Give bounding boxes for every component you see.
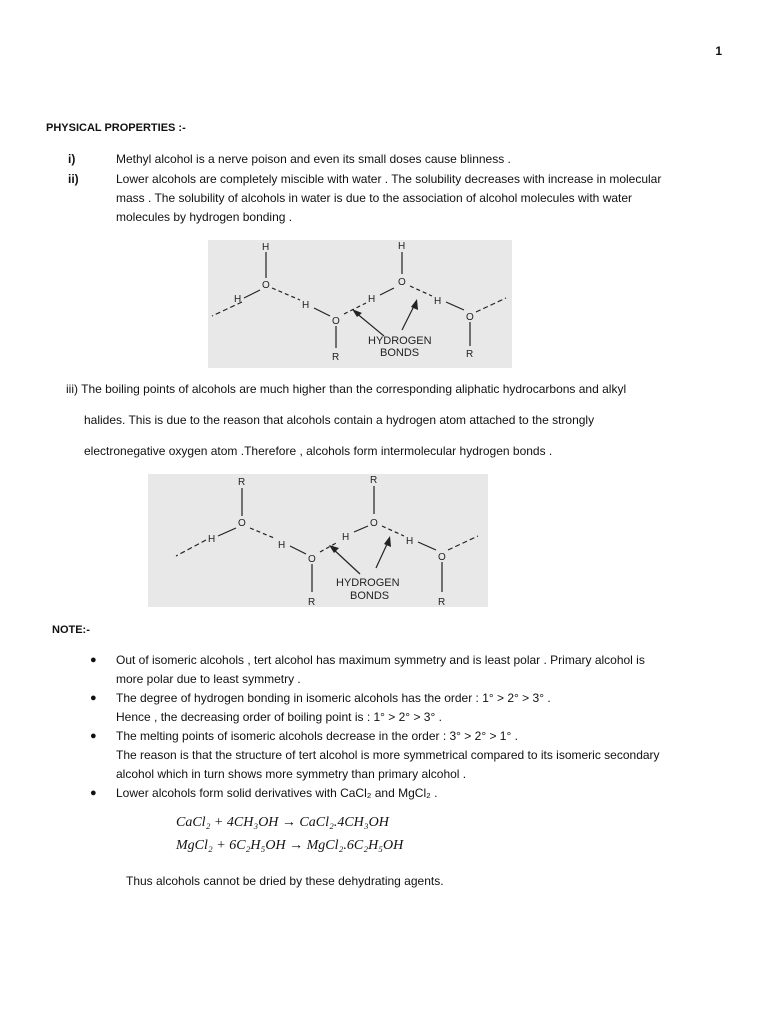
svg-text:O: O [398, 277, 406, 288]
item-number-i: i) [68, 152, 76, 166]
svg-text:H: H [278, 540, 286, 551]
svg-text:O: O [308, 554, 316, 565]
svg-text:H: H [302, 300, 310, 311]
diagram2-bottom-atom-1: R [308, 597, 316, 607]
conclusion-text: Thus alcohols cannot be dried by these dehydrating agents. [126, 874, 444, 888]
item-text-ii-line2: mass . The solubility of alcohols in water is due to the association of alcohol molecules with water [116, 191, 633, 205]
note-2-line2: Hence , the decreasing order of boiling point is : 1° > 2° > 3° . [116, 710, 442, 724]
note-1-line1: Out of isomeric alcohols , tert alcohol has maximum symmetry and is least polar . Primary alcohol is [116, 653, 645, 667]
hydrogen-bond-diagram-2 [148, 474, 488, 607]
note-1-line2: more polar due to least symmetry . [116, 672, 301, 686]
svg-text:O: O [262, 280, 270, 291]
section-heading: PHYSICAL PROPERTIES :- [46, 122, 186, 134]
note-bullet-1: ● [90, 654, 97, 666]
page-number: 1 [715, 44, 722, 58]
diagram2-label-line2: BONDS [350, 590, 390, 602]
svg-text:O: O [370, 518, 378, 529]
note-2-line1: The degree of hydrogen bonding in isomeric alcohols has the order : 1° > 2° > 3° . [116, 691, 551, 705]
svg-text:O: O [438, 552, 446, 563]
note-bullet-4: ● [90, 787, 97, 799]
svg-text:H: H [234, 294, 242, 305]
svg-text:H: H [208, 534, 216, 545]
diagram1-label-line2: BONDS [380, 347, 420, 359]
item-number-ii: ii) [68, 172, 79, 186]
diagram1-top-atom-2: H [398, 241, 406, 252]
note-4-line1: Lower alcohols form solid derivatives with CaCl₂ and MgCl₂ . [116, 786, 438, 800]
diagram2-label-line1: HYDROGEN [336, 577, 400, 589]
equation-2: MgCl₂ + 6C₂H₅OH → MgCl₂.6C₂H₅OH [176, 838, 404, 853]
svg-text:O: O [332, 316, 340, 327]
svg-text:H: H [368, 294, 376, 305]
diagram1-bottom-atom-2: R [466, 349, 474, 360]
note-3-line1: The melting points of isomeric alcohols decrease in the order : 3° > 2° > 1° . [116, 729, 518, 743]
item-text-iii-line1: iii) The boiling points of alcohols are much higher than the corresponding aliphatic hydrocarbons and alkyl [66, 382, 627, 396]
hydrogen-bond-diagram-1 [208, 240, 512, 368]
item-text-i: Methyl alcohol is a nerve poison and even its small doses cause blinness . [116, 152, 511, 166]
item-text-iii-line2: halides. This is due to the reason that alcohols contain a hydrogen atom attached to the strongly [84, 413, 595, 427]
note-bullet-2: ● [90, 692, 97, 704]
diagram2-top-atom-1: R [238, 477, 246, 488]
svg-text:H: H [406, 536, 414, 547]
diagram1-top-atom-1: H [262, 242, 270, 253]
item-text-iii-line3: electronegative oxygen atom .Therefore , alcohols form intermolecular hydrogen bonds . [84, 444, 553, 458]
note-3-line3: alcohol which in turn shows more symmetry than primary alcohol . [116, 767, 467, 781]
svg-text:O: O [466, 312, 474, 323]
note-heading: NOTE:- [52, 624, 90, 636]
diagram1-label-line1: HYDROGEN [368, 335, 432, 347]
diagram2-bottom-atom-2: R [438, 597, 446, 607]
note-3-line2: The reason is that the structure of tert alcohol is more symmetrical compared to its isomeric secondary [116, 748, 660, 762]
note-bullet-3: ● [90, 730, 97, 742]
svg-text:H: H [342, 532, 350, 543]
equation-1: CaCl₂ + 4CH₃OH → CaCl₂.4CH₃OH [176, 815, 389, 830]
diagram2-top-atom-2: R [370, 475, 378, 486]
item-text-ii-line1: Lower alcohols are completely miscible with water . The solubility decreases with increase in molecular [116, 172, 662, 186]
svg-text:O: O [238, 518, 246, 529]
diagram1-bottom-atom-1: R [332, 352, 340, 363]
item-text-ii-line3: molecules by hydrogen bonding . [116, 210, 293, 224]
svg-text:H: H [434, 296, 442, 307]
